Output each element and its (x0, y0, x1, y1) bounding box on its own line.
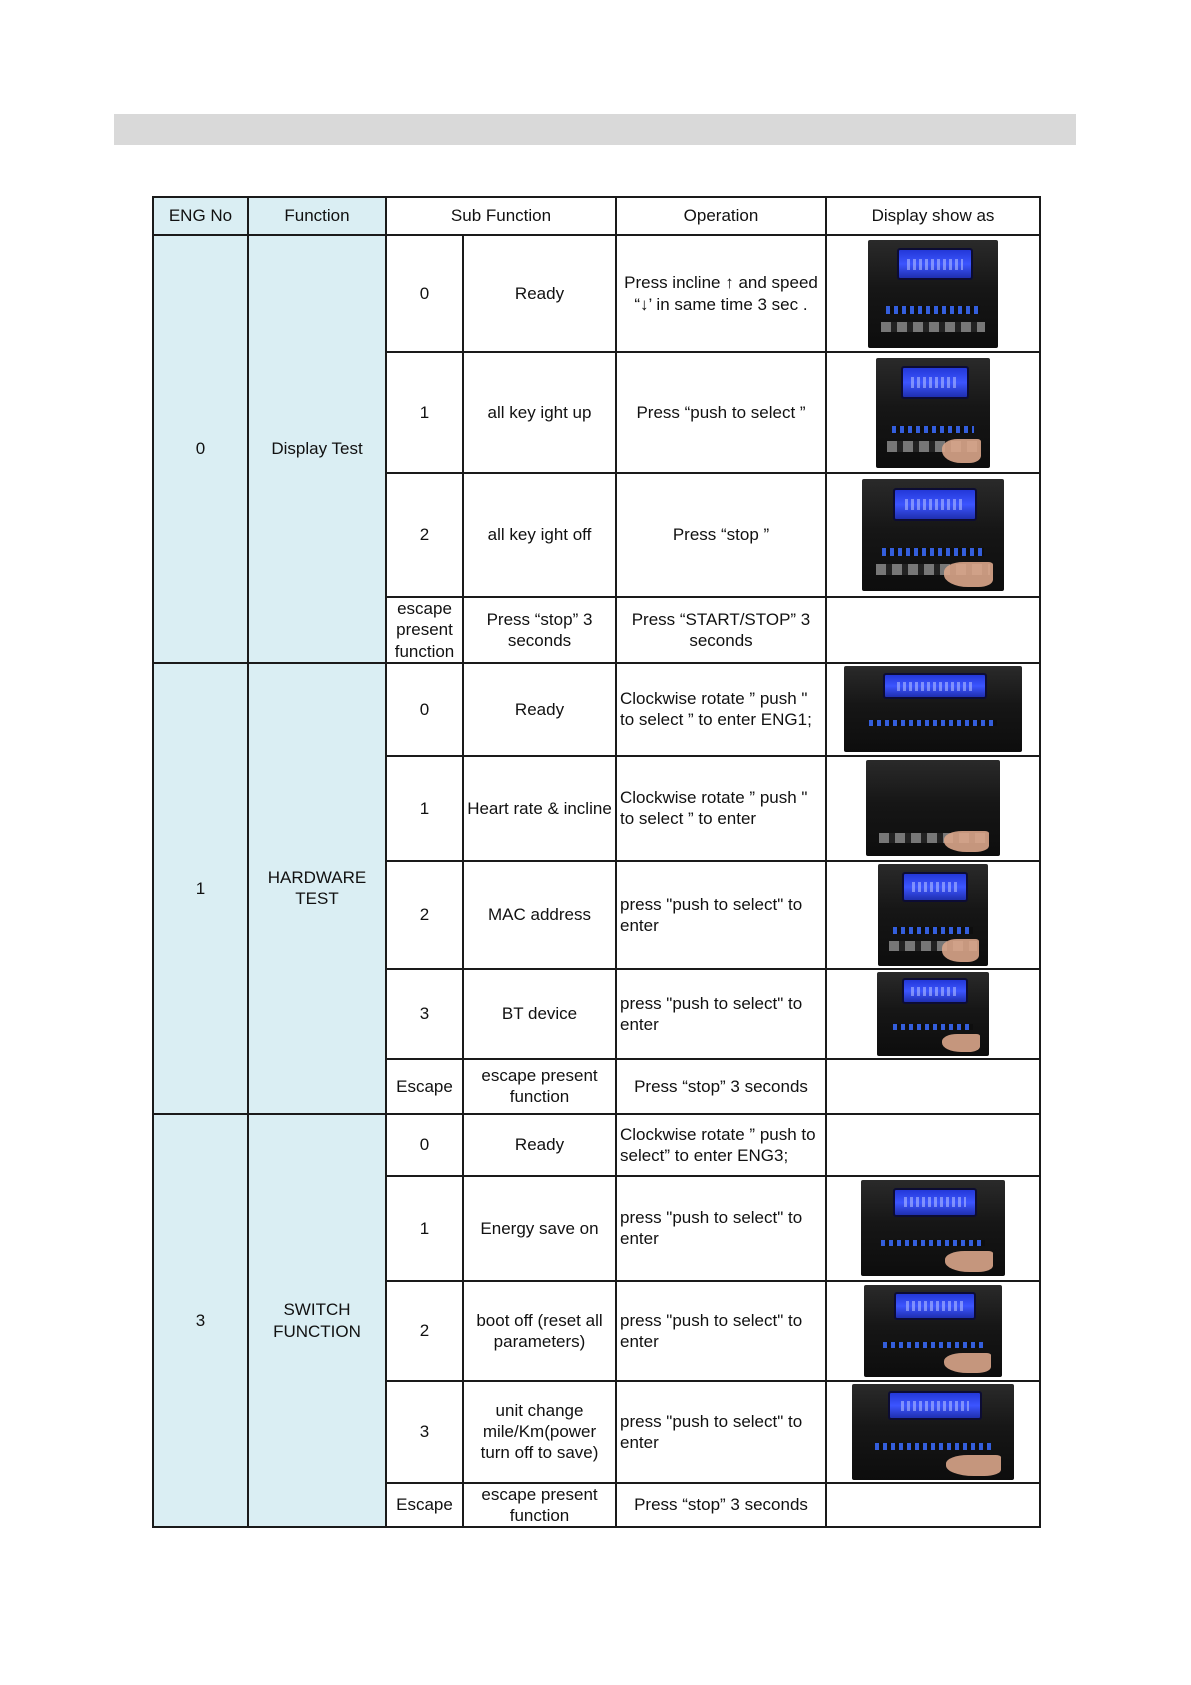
eng-no-cell: 0 (153, 235, 248, 663)
sub-no-cell: 1 (386, 756, 463, 861)
sub-no-cell: 2 (386, 861, 463, 969)
operation-cell: Clockwise rotate ” push " to select ” to enter ENG1; (616, 663, 826, 756)
header-function: Function (248, 197, 386, 235)
sub-no-cell: 0 (386, 663, 463, 756)
eng-no-cell: 1 (153, 663, 248, 1114)
sub-name-cell: escape present function (463, 1483, 616, 1528)
operation-cell: Press “push to select ” (616, 352, 826, 473)
sub-name-cell: BT device (463, 969, 616, 1059)
table-row (153, 663, 1040, 756)
sub-name-cell: MAC address (463, 861, 616, 969)
sub-name-cell: Energy save on (463, 1176, 616, 1281)
operation-cell: press "push to select" to enter (616, 969, 826, 1059)
operation-cell: Clockwise rotate ” push to select” to enter ENG3; (616, 1114, 826, 1176)
display-photo (868, 240, 998, 348)
sub-name-cell: Press “stop” 3 seconds (463, 597, 616, 663)
sub-no-cell: Escape (386, 1483, 463, 1528)
display-photo (878, 864, 988, 966)
function-cell: SWITCH FUNCTION (248, 1114, 386, 1528)
sub-no-cell: 1 (386, 352, 463, 473)
operation-cell: Press “stop” 3 seconds (616, 1059, 826, 1114)
table-header-row (153, 197, 1040, 235)
sub-no-cell: 3 (386, 969, 463, 1059)
operation-cell: Press incline ↑ and speed “↓’ in same time 3 sec . (616, 235, 826, 352)
sub-name-cell: Ready (463, 235, 616, 352)
sub-name-cell: unit change mile/Km(power turn off to save) (463, 1381, 616, 1483)
table-row (153, 235, 1040, 352)
operation-cell: Clockwise rotate ” push " to select ” to enter (616, 756, 826, 861)
table-row (153, 1114, 1040, 1176)
display-photo (861, 1180, 1005, 1276)
display-cell (826, 969, 1040, 1059)
display-cell (826, 597, 1040, 663)
display-cell (826, 235, 1040, 352)
operation-cell: press "push to select" to enter (616, 1281, 826, 1381)
display-photo (862, 479, 1004, 591)
display-cell (826, 1114, 1040, 1176)
operation-cell: press "push to select" to enter (616, 1381, 826, 1483)
function-cell: HARDWARE TEST (248, 663, 386, 1114)
function-cell: Display Test (248, 235, 386, 663)
sub-no-cell: 3 (386, 1381, 463, 1483)
display-cell (826, 756, 1040, 861)
sub-no-cell: 1 (386, 1176, 463, 1281)
display-photo (844, 666, 1022, 752)
eng-no-cell: 3 (153, 1114, 248, 1528)
display-cell (826, 1483, 1040, 1528)
sub-no-cell: 2 (386, 473, 463, 597)
sub-no-cell: 0 (386, 235, 463, 352)
display-cell (826, 1176, 1040, 1281)
sub-no-cell: 2 (386, 1281, 463, 1381)
header-operation: Operation (616, 197, 826, 235)
display-cell (826, 1281, 1040, 1381)
sub-no-cell: 0 (386, 1114, 463, 1176)
display-cell (826, 473, 1040, 597)
sub-name-cell: Ready (463, 1114, 616, 1176)
sub-name-cell: all key ight off (463, 473, 616, 597)
sub-no-cell: Escape (386, 1059, 463, 1114)
display-cell (826, 861, 1040, 969)
display-photo (876, 358, 990, 468)
display-photo (866, 760, 1000, 856)
header-display: Display show as (826, 197, 1040, 235)
display-cell (826, 352, 1040, 473)
display-cell (826, 1381, 1040, 1483)
operation-cell: press "push to select" to enter (616, 861, 826, 969)
header-sub-function: Sub Function (386, 197, 616, 235)
display-cell (826, 1059, 1040, 1114)
sub-name-cell: Heart rate & incline (463, 756, 616, 861)
operation-cell: Press “stop ” (616, 473, 826, 597)
section-header-bar (114, 114, 1076, 145)
operation-cell: press "push to select" to enter (616, 1176, 826, 1281)
sub-no-cell: escape present function (386, 597, 463, 663)
display-photo (852, 1384, 1014, 1480)
operation-cell: Press “stop” 3 seconds (616, 1483, 826, 1528)
header-eng-no: ENG No (153, 197, 248, 235)
sub-name-cell: Ready (463, 663, 616, 756)
sub-name-cell: escape present function (463, 1059, 616, 1114)
display-photo (864, 1285, 1002, 1377)
display-photo (877, 972, 989, 1056)
operation-cell: Press “START/STOP” 3 seconds (616, 597, 826, 663)
sub-name-cell: all key ight up (463, 352, 616, 473)
display-cell (826, 663, 1040, 756)
eng-mode-table (152, 196, 1041, 1528)
sub-name-cell: boot off (reset all parameters) (463, 1281, 616, 1381)
